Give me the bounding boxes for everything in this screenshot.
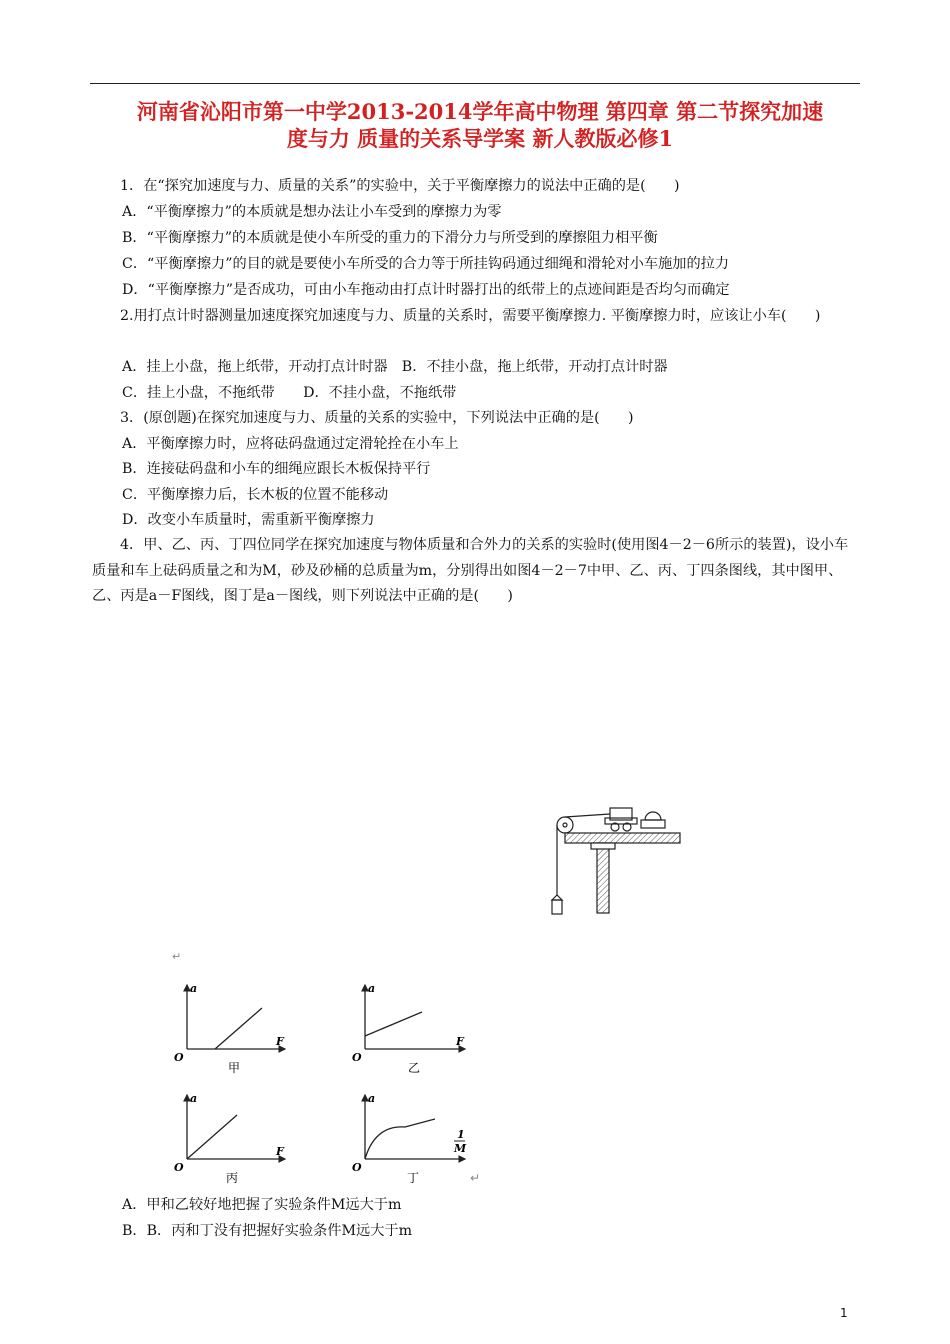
q2-stem: 2.用打点计时器测量加速度探究加速度与力、质量的关系时，需要平衡摩擦力. 平衡摩擦力时，应该让小车( ): [120, 308, 821, 324]
graph-bing-origin: O: [174, 1161, 184, 1174]
graph-jia-origin: O: [174, 1051, 184, 1064]
graph-ding-xlabel-den: M: [454, 1142, 467, 1155]
graph-bing-ylabel: a: [190, 1092, 198, 1105]
q1-stem: 1．在“探究加速度与力、质量的关系”的实验中，关于平衡摩擦力的说法中正确的是( ): [120, 178, 680, 194]
graph-return-mark: ↵: [470, 1171, 481, 1185]
header-rule: [90, 83, 860, 84]
graph-jia-ylabel: a: [190, 982, 198, 995]
q3-option-a: A．平衡摩擦力时，应将砝码盘通过定滑轮拴在小车上: [122, 436, 459, 452]
graph-bing-xlabel: F: [276, 1145, 284, 1158]
q1-option-a: A．“平衡摩擦力”的本质就是想办法让小车受到的摩擦力为零: [122, 204, 502, 220]
graph-bing-line: [187, 1115, 237, 1159]
q1-option-c: C．“平衡摩擦力”的目的就是要使小车所受的合力等于所挂钩码通过细绳和滑轮对小车施加的拉力: [122, 256, 730, 272]
graph-yi-origin: O: [352, 1051, 362, 1064]
return-mark: ↵: [172, 950, 182, 963]
graph-bing: [174, 1092, 285, 1185]
graph-jia: [174, 982, 285, 1075]
title-line-2: 度与力 质量的关系导学案 新人教版必修1: [286, 126, 674, 151]
q4-option-a: A．甲和乙较好地把握了实验条件M远大于m: [122, 1197, 402, 1213]
q1-option-b: B．“平衡摩擦力”的本质就是使小车所受的重力的下滑分力与所受到的摩擦阻力相平衡: [122, 230, 658, 246]
graph-ding-caption: 丁: [407, 1171, 420, 1185]
apparatus-diagram: [545, 800, 685, 920]
graph-ding-curve: [365, 1119, 435, 1159]
graph-yi-ylabel: a: [368, 982, 376, 995]
title-line-1: 河南省沁阳市第一中学2013-2014学年高中物理 第四章 第二节探究加速: [136, 99, 824, 124]
graph-jia-line: [215, 1008, 262, 1049]
q2-options-cd: C．挂上小盘，不拖纸带 D．不挂小盘，不拖纸带: [122, 385, 457, 401]
q3-option-b: B．连接砝码盘和小车的细绳应跟长木板保持平行: [122, 461, 431, 477]
graph-ding: [352, 1092, 480, 1185]
q4-option-b: B．B．丙和丁没有把握好实验条件M远大于m: [122, 1223, 413, 1239]
graph-yi-line: [365, 1012, 422, 1036]
graph-ding-ylabel: a: [368, 1092, 376, 1105]
graph-yi-caption: 乙: [408, 1061, 421, 1075]
graph-jia-caption: 甲: [228, 1061, 241, 1075]
q4-stem: 4．甲、乙、丙、丁四位同学在探究加速度与物体质量和合外力的关系的实验时(使用图4－2－6所示的装置)，设小车质量和车上砝码质量之和为M，砂及砂桶的总质量为m，分别得出如图4－2－7中甲、乙、丙、丁四条图线，其中图甲、乙、丙是a－F图线，图丁是a－图线，则下列说法中正确的是( ): [92, 537, 849, 604]
graph-yi-xlabel: F: [456, 1035, 464, 1048]
graph-jia-xlabel: F: [276, 1035, 284, 1048]
q2-options-ab: A．挂上小盘，拖上纸带，开动打点计时器 B．不挂小盘，拖上纸带，开动打点计时器: [122, 359, 668, 375]
graph-bing-caption: 丙: [226, 1171, 239, 1185]
q3-stem: 3．(原创题)在探究加速度与力、质量的关系的实验中，下列说法中正确的是( ): [120, 410, 634, 426]
graph-yi: [352, 982, 465, 1075]
q3-option-d: D．改变小车质量时，需重新平衡摩擦力: [122, 512, 375, 528]
graph-ding-xlabel-num: 1: [457, 1128, 465, 1141]
q1-option-d: D．“平衡摩擦力”是否成功，可由小车拖动由打点计时器打出的纸带上的点迹间距是否均匀而确定: [122, 282, 730, 298]
graph-ding-origin: O: [352, 1161, 362, 1174]
document-title: [100, 98, 860, 152]
graphs-figure: [170, 975, 490, 1190]
page-number: 1: [840, 1306, 848, 1320]
q3-option-c: C．平衡摩擦力后，长木板的位置不能移动: [122, 487, 389, 503]
